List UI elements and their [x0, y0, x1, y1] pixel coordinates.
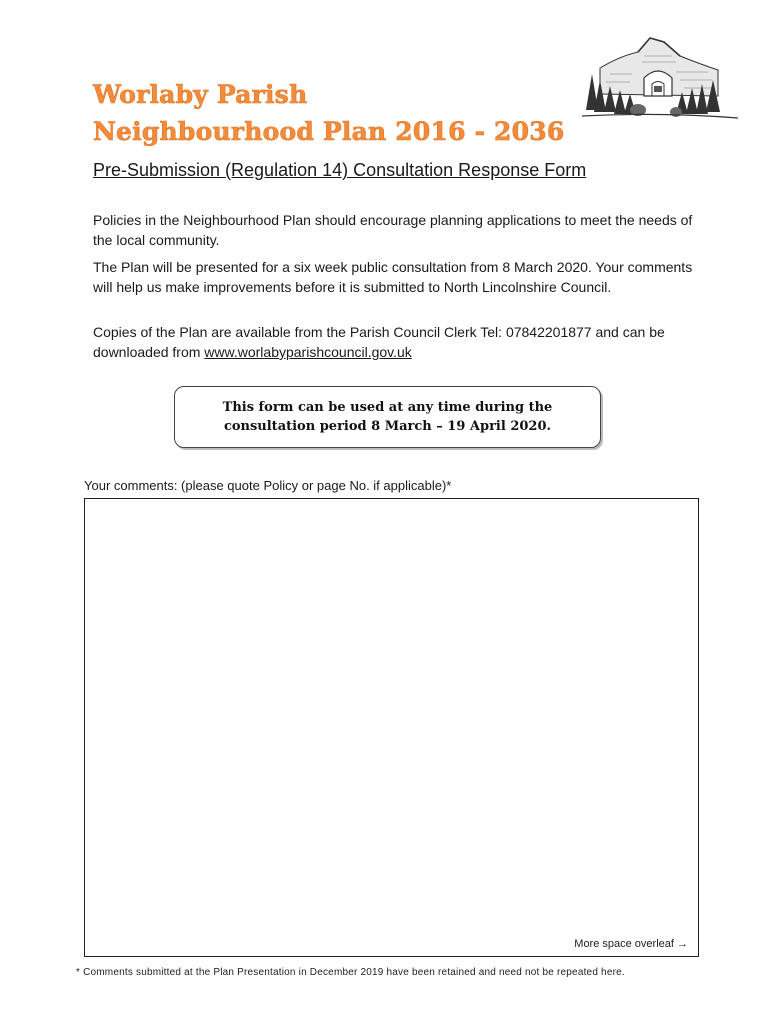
intro-paragraph-2: The Plan will be presented for a six week public consultation from 8 March 2020. Your comments will help us make improvements before it is submitted to North Lincolnshire Council.: [93, 259, 693, 295]
consultation-notice-text: This form can be used at any time during the consultation period 8 March – 19 April 2020.: [222, 400, 553, 434]
footnote: * Comments submitted at the Plan Presentation in December 2019 have been retained and need not be repeated here.: [76, 967, 625, 978]
intro-paragraph-3: [93, 322, 693, 362]
consultation-notice-box: [174, 386, 601, 448]
title-line-1: Worlaby Parish: [93, 80, 308, 109]
title-line-2: Neighbourhood Plan 2016 - 2036: [93, 117, 565, 146]
comments-field[interactable]: [84, 498, 699, 957]
intro-paragraph-3-text: Copies of the Plan are available from the Parish Council Clerk Tel: 07842201877 and can be downloaded from: [93, 324, 665, 360]
intro-paragraph-1: Policies in the Neighbourhood Plan should encourage planning applications to meet the needs of the local community.: [93, 212, 693, 248]
form-subtitle: Pre-Submission (Regulation 14) Consultation Response Form: [93, 160, 587, 180]
more-space-overleaf-note: More space overleaf →: [574, 938, 688, 950]
parish-website-link[interactable]: www.worlabyparishcouncil.gov.uk: [204, 344, 412, 360]
comments-label: Your comments: (please quote Policy or page No. if applicable)*: [84, 478, 452, 493]
village-well-icon: [580, 34, 740, 126]
